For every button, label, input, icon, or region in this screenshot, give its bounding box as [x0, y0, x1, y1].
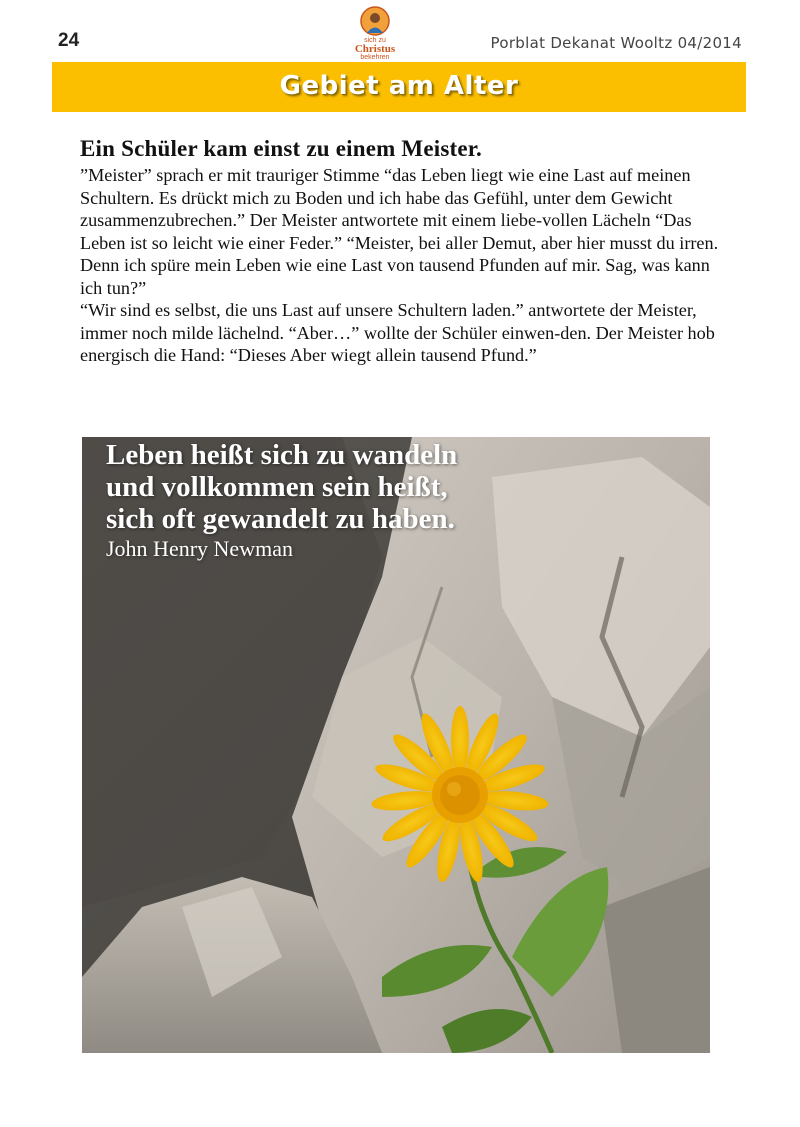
article-heading: Ein Schüler kam einst zu einem Meister.	[80, 136, 482, 161]
photo-quote	[106, 439, 457, 562]
section-banner	[52, 62, 746, 112]
christus-logo-icon	[358, 6, 392, 36]
quote-author: John Henry Newman	[106, 536, 293, 561]
quote-line: und vollkommen sein heißt,	[106, 471, 448, 503]
section-title: Gebiet am Alter	[279, 71, 519, 101]
publication-logo	[340, 6, 410, 62]
logo-text-top: sich zu	[364, 37, 386, 44]
page-number: 24	[58, 30, 80, 51]
quote-line: sich oft gewandelt zu haben.	[106, 503, 455, 535]
logo-text-bottom: bekehren	[360, 54, 390, 61]
logo-text-main: Christus	[354, 43, 396, 55]
article-paragraph: “Wir sind es selbst, die uns Last auf unsere Schultern laden.” antwortete der Meister, immer noch milde lächelnd. “Aber…” wollte der Schüler einwen-den. Der Meister hob energisch die Hand: “Dieses Aber wiegt allein tausend Pfund.”	[80, 300, 715, 365]
article-paragraph: ”Meister” sprach er mit trauriger Stimme “das Leben liegt wie eine Last auf meinen Schultern. Es drückt mich zu Boden und ich habe das Gefühl, unter dem Gewicht zusammenzubrechen.” Der Meister antwortete mit einem liebe-vollen Lächeln “Das Leben ist so leicht wie einer Feder.” “Meister, bei aller Demut, aber hier musst du irren. Denn ich spüre mein Leben wie eine Last von tausend Pfunden auf mir. Sag, was kann ich tun?”	[80, 165, 719, 298]
quote-line: Leben heißt sich zu wandeln	[106, 439, 458, 471]
flower-photo	[82, 437, 710, 1053]
publication-name: Porblat Dekanat Wooltz 04/2014	[490, 34, 742, 52]
article	[80, 136, 720, 367]
